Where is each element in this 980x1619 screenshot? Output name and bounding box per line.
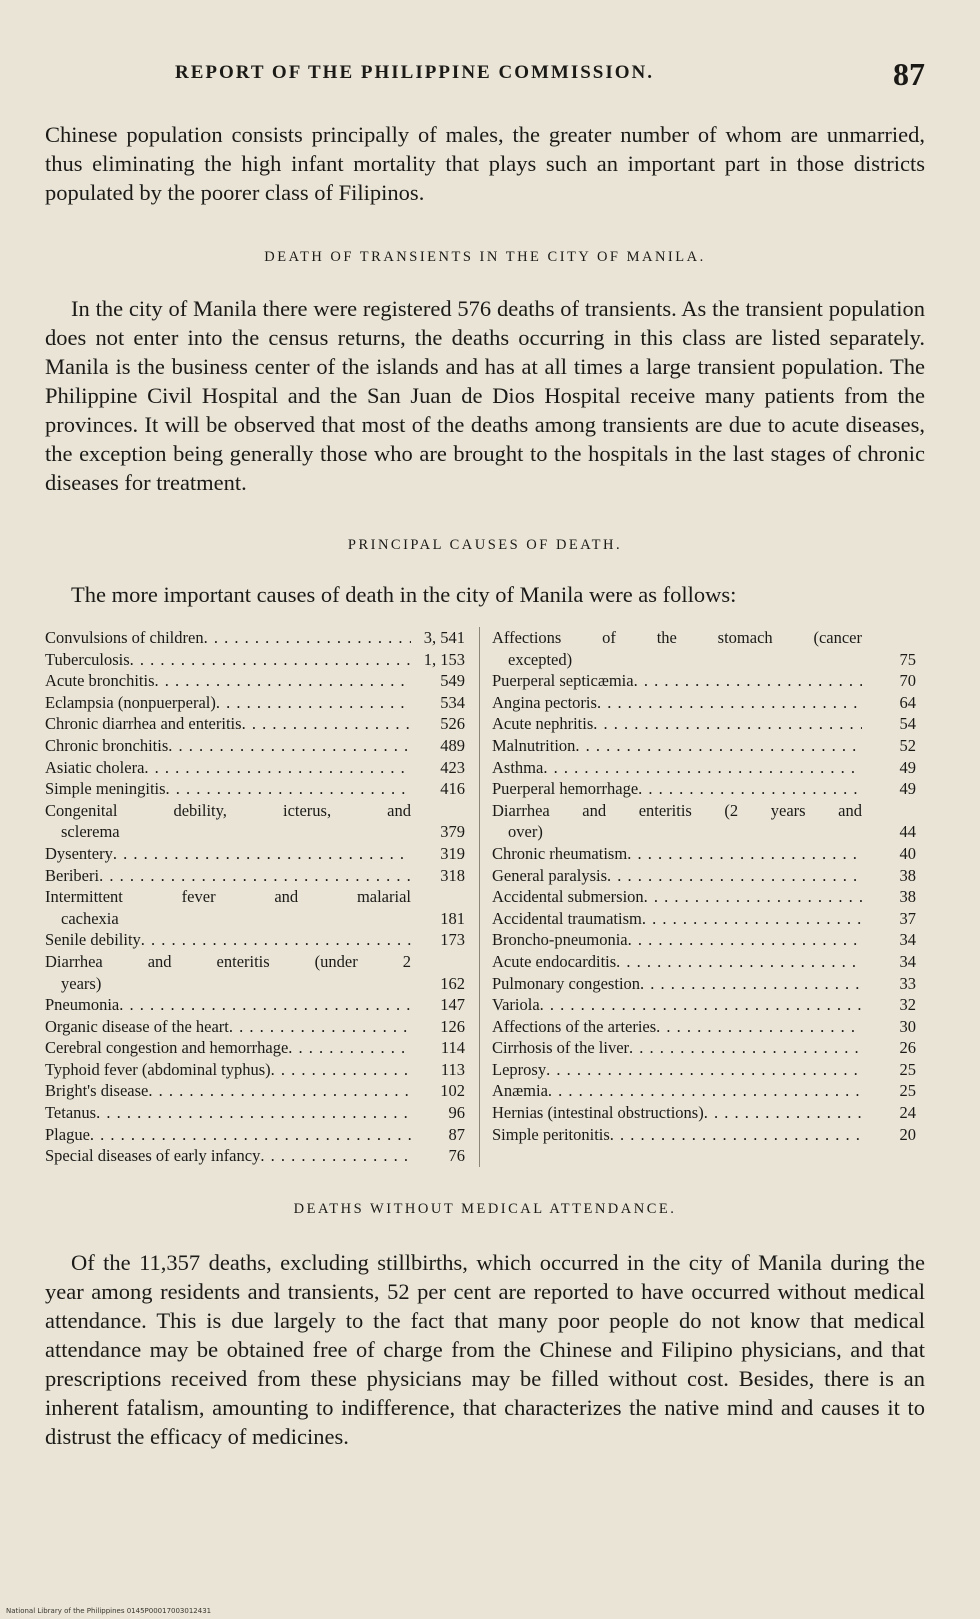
- cause-count: 30: [862, 1016, 916, 1038]
- cause-count: 38: [862, 865, 916, 887]
- cause-count: 70: [862, 670, 916, 692]
- cause-row: [492, 929, 916, 951]
- cause-label: Pneumonia . . .: [45, 994, 411, 1016]
- cause-label-line2: cachexia: [61, 908, 119, 928]
- cause-row: [492, 951, 916, 973]
- cause-row: [492, 1037, 916, 1059]
- cause-label: Acute nephritis . . .: [492, 713, 862, 735]
- cause-count: 38: [862, 886, 916, 908]
- cause-label: General paralysis . . .: [492, 865, 862, 887]
- cause-row: [492, 886, 916, 908]
- cause-label: Beriberi . . .: [45, 865, 411, 887]
- cause-count: 114: [411, 1037, 465, 1059]
- cause-row: [492, 994, 916, 1016]
- cause-row: [45, 994, 465, 1016]
- cause-label-line1: Diarrhea and enteritis (under 2: [45, 951, 411, 971]
- cause-label: Acute bronchitis . . .: [45, 670, 411, 692]
- cause-row: [492, 670, 916, 692]
- cause-row: [492, 627, 916, 670]
- cause-label: Tuberculosis . . .: [45, 649, 411, 671]
- cause-label: Convulsions of children . . .: [45, 627, 411, 649]
- page-header: [45, 40, 925, 90]
- cause-row: [45, 1124, 465, 1146]
- causes-table: [45, 627, 925, 1167]
- cause-row: [492, 1059, 916, 1081]
- cause-count: 25: [862, 1080, 916, 1102]
- cause-label-line2: years): [61, 973, 102, 993]
- cause-count: 75: [862, 649, 916, 671]
- cause-label: Variola . . .: [492, 994, 862, 1016]
- cause-row: [45, 778, 465, 800]
- cause-row: [45, 929, 465, 951]
- cause-row: [492, 778, 916, 800]
- cause-row: [45, 800, 465, 843]
- cause-label: Accidental submersion . . .: [492, 886, 862, 908]
- cause-row: [45, 735, 465, 757]
- cause-label: Plague . . .: [45, 1124, 411, 1146]
- cause-label-line2: sclerema: [61, 822, 120, 842]
- library-stamp: National Library of the Philippines 0145P00017003012431: [6, 1607, 212, 1615]
- cause-label: Hernias (intestinal obstructions) . . .: [492, 1102, 862, 1124]
- cause-count: 423: [411, 757, 465, 779]
- intro-paragraph: Chinese population consists principally of males, the greater number of whom are unmarried, thus eliminating the high infant mortality that plays such an important part in those districts populated by the poorer class of Filipinos.: [45, 122, 925, 205]
- cause-label: Pulmonary congestion . . .: [492, 973, 862, 995]
- cause-count: 52: [862, 735, 916, 757]
- cause-count: 76: [411, 1145, 465, 1167]
- cause-label: Dysentery . . .: [45, 843, 411, 865]
- cause-label: Angina pectoris . . .: [492, 692, 862, 714]
- cause-row: [492, 1016, 916, 1038]
- cause-count: 33: [862, 973, 916, 995]
- medical-paragraph: Of the 11,357 deaths, excluding stillbirths, which occurred in the city of Manila during the year among residents and transients, 52 per cent are reported to have occurred without medical attendance. This is due largely to the fact that many poor people do not know that medical attendance may be obtained free of charge from the Chinese and Filipino physicians, and that prescriptions received from these physicians may be filled without cost. Besides, there is an inherent fatalism, amounting to indifference, that characterizes the native mind and causes it to distrust the efficacy of medicines.: [45, 1249, 925, 1449]
- cause-row: [45, 886, 465, 929]
- cause-count: 526: [411, 713, 465, 735]
- cause-row: [45, 843, 465, 865]
- cause-label: Eclampsia (nonpuerperal) . . .: [45, 692, 411, 714]
- cause-label: Puerperal septicæmia . . .: [492, 670, 862, 692]
- cause-label: Chronic diarrhea and enteritis . . .: [45, 713, 411, 735]
- cause-row: [45, 627, 465, 649]
- causes-heading: PRINCIPAL CAUSES OF DEATH.: [347, 537, 623, 553]
- cause-label-line1: Congenital debility, icterus, and: [45, 800, 411, 820]
- cause-count: 40: [862, 843, 916, 865]
- cause-row: [45, 1102, 465, 1124]
- cause-label: Asiatic cholera . . .: [45, 757, 411, 779]
- cause-label-line2: over): [508, 822, 543, 842]
- cause-count: 102: [411, 1080, 465, 1102]
- cause-row: [492, 757, 916, 779]
- cause-label: [492, 627, 862, 670]
- transients-paragraph: In the city of Manila there were registered 576 deaths of transients. As the transient population does not enter into the census returns, the deaths occurring in this class are listed separately. Manila is the business center of the islands and has at all times a large transient population. The Philippine Civil Hospital and the San Juan de Dios Hospital receive many patients from the provinces. It will be observed that most of the deaths among transients are due to acute diseases, the exception being generally those who are brought to the hospitals in the last stages of chronic diseases for treatment.: [45, 296, 925, 495]
- cause-label-line1: Intermittent fever and malarial: [45, 887, 411, 907]
- cause-count: 489: [411, 735, 465, 757]
- cause-count: 49: [862, 757, 916, 779]
- cause-label: Malnutrition . . .: [492, 735, 862, 757]
- medical-heading: DEATHS WITHOUT MEDICAL ATTENDANCE.: [293, 1200, 677, 1217]
- cause-label: Puerperal hemorrhage . . .: [492, 778, 862, 800]
- cause-count: 379: [411, 821, 465, 843]
- cause-count: 54: [862, 713, 916, 735]
- cause-label: Organic disease of the heart . . .: [45, 1016, 411, 1038]
- cause-count: 37: [862, 908, 916, 930]
- cause-label: Typhoid fever (abdominal typhus) . . .: [45, 1059, 411, 1081]
- cause-count: 534: [411, 692, 465, 714]
- cause-count: 25: [862, 1059, 916, 1081]
- cause-label: Cerebral congestion and hemorrhage . . .: [45, 1037, 411, 1059]
- cause-row: [492, 800, 916, 843]
- running-title: REPORT OF THE PHILIPPINE COMMISSION.: [175, 62, 655, 83]
- cause-count: 3, 541: [411, 627, 465, 649]
- cause-count: 318: [411, 865, 465, 887]
- cause-count: 147: [411, 994, 465, 1016]
- cause-row: [45, 1016, 465, 1038]
- cause-row: [45, 951, 465, 994]
- cause-row: [45, 649, 465, 671]
- cause-row: [45, 692, 465, 714]
- cause-label: Broncho-pneumonia . . .: [492, 929, 862, 951]
- cause-count: 173: [411, 929, 465, 951]
- cause-label: [45, 800, 411, 843]
- causes-column-right: [479, 627, 916, 1167]
- transients-heading: DEATH OF TRANSIENTS IN THE CITY OF MANILA.: [264, 249, 706, 265]
- cause-row: [492, 973, 916, 995]
- cause-count: 49: [862, 778, 916, 800]
- cause-label: Cirrhosis of the liver . . .: [492, 1037, 862, 1059]
- cause-label: Leprosy . . .: [492, 1059, 862, 1081]
- causes-column-left: [45, 627, 479, 1167]
- cause-count: 20: [862, 1124, 916, 1146]
- cause-count: 319: [411, 843, 465, 865]
- cause-count: 126: [411, 1016, 465, 1038]
- cause-count: 181: [411, 908, 465, 930]
- cause-row: [492, 908, 916, 930]
- cause-row: [492, 843, 916, 865]
- cause-row: [45, 757, 465, 779]
- cause-label: Chronic bronchitis . . .: [45, 735, 411, 757]
- cause-label: Tetanus . . .: [45, 1102, 411, 1124]
- cause-row: [492, 1102, 916, 1124]
- cause-count: 113: [411, 1059, 465, 1081]
- cause-row: [45, 670, 465, 692]
- cause-count: 162: [411, 973, 465, 995]
- cause-label: Affections of the arteries . . .: [492, 1016, 862, 1038]
- cause-count: 64: [862, 692, 916, 714]
- cause-label: [45, 951, 411, 994]
- cause-label: Simple peritonitis . . .: [492, 1124, 862, 1146]
- cause-label: Senile debility . . .: [45, 929, 411, 951]
- cause-row: [45, 1145, 465, 1167]
- cause-row: [492, 735, 916, 757]
- cause-row: [492, 1124, 916, 1146]
- cause-count: 549: [411, 670, 465, 692]
- cause-row: [45, 865, 465, 887]
- cause-label: Chronic rheumatism . . .: [492, 843, 862, 865]
- cause-count: 87: [411, 1124, 465, 1146]
- cause-count: 416: [411, 778, 465, 800]
- cause-row: [45, 1059, 465, 1081]
- cause-label: Bright's disease . . .: [45, 1080, 411, 1102]
- cause-count: 34: [862, 951, 916, 973]
- cause-row: [492, 713, 916, 735]
- cause-label: Anæmia . . .: [492, 1080, 862, 1102]
- cause-label: Accidental traumatism . . .: [492, 908, 862, 930]
- causes-intro: The more important causes of death in the city of Manila were as follows:: [71, 582, 737, 607]
- cause-count: 1, 153: [411, 649, 465, 671]
- cause-count: 24: [862, 1102, 916, 1124]
- cause-row: [45, 1037, 465, 1059]
- cause-count: 96: [411, 1102, 465, 1124]
- cause-label: Simple meningitis . . .: [45, 778, 411, 800]
- cause-row: [492, 1080, 916, 1102]
- cause-row: [45, 713, 465, 735]
- cause-label: [45, 886, 411, 929]
- cause-label: Acute endocarditis . . .: [492, 951, 862, 973]
- cause-label: [492, 800, 862, 843]
- cause-row: [492, 692, 916, 714]
- page-number: 87: [893, 56, 925, 92]
- cause-label-line2: excepted): [508, 649, 573, 669]
- cause-row: [492, 865, 916, 887]
- cause-count: 32: [862, 994, 916, 1016]
- cause-label-line1: Affections of the stomach (cancer: [492, 628, 862, 647]
- cause-label: Asthma . . .: [492, 757, 862, 779]
- cause-count: 44: [862, 821, 916, 843]
- cause-label-line1: Diarrhea and enteritis (2 years and: [492, 800, 862, 820]
- cause-count: 26: [862, 1037, 916, 1059]
- cause-row: [45, 1080, 465, 1102]
- cause-count: 34: [862, 929, 916, 951]
- cause-label: Special diseases of early infancy . . .: [45, 1145, 411, 1167]
